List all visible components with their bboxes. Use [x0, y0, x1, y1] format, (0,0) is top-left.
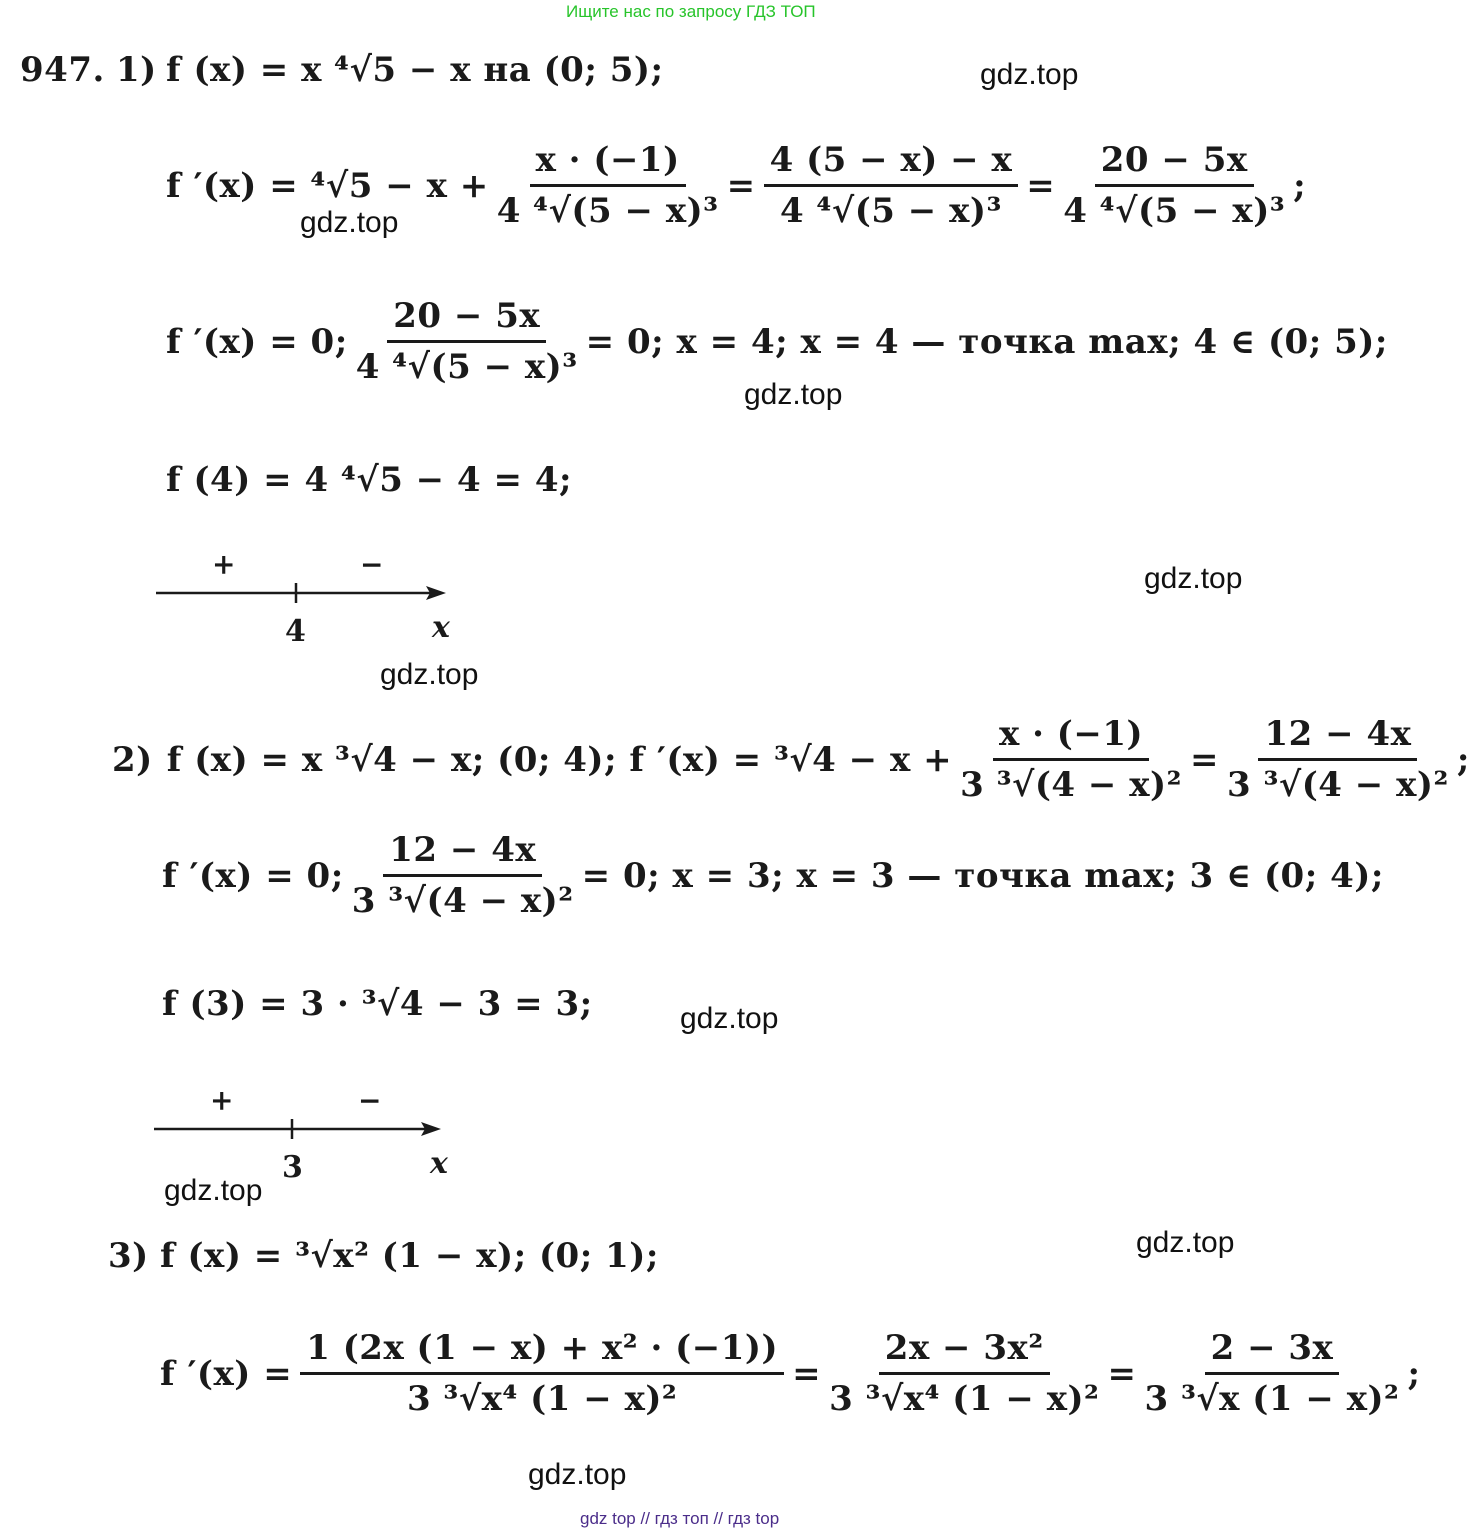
part2-frac2	[1227, 714, 1449, 805]
part3-frac3-den: 3 ³√x (1 − x)²	[1144, 1379, 1400, 1419]
watermark: gdz.top	[380, 658, 479, 691]
part1-number-line	[150, 575, 460, 615]
part3-frac3	[1144, 1328, 1399, 1419]
part1-axis-point: 4	[285, 614, 306, 649]
watermark: gdz.top	[300, 206, 399, 239]
part3-frac2-num: 2x − 3x²	[879, 1328, 1050, 1375]
watermark: gdz.top	[1136, 1226, 1235, 1259]
part1-frac1	[497, 140, 719, 231]
watermark: gdz.top	[744, 378, 843, 411]
part1-frac1-num: x · (−1)	[530, 140, 686, 187]
part1-frac2	[764, 140, 1019, 231]
part1-eq1: =	[726, 165, 756, 206]
part3-statement: f (x) = ³√x² (1 − x); (0; 1);	[160, 1236, 659, 1276]
part2-axis-var: x	[430, 1146, 448, 1181]
part2-axis-point: 3	[282, 1150, 303, 1185]
watermark: gdz.top	[528, 1458, 627, 1491]
part1-zero-frac-den: 4 ⁴√(5 − x)³	[355, 347, 578, 387]
part1-statement: f (x) = x ⁴√5 − x на (0; 5);	[166, 50, 664, 90]
part3-derivative-line	[160, 1328, 1421, 1419]
part2-zero-lhs: f ′(x) = 0;	[162, 855, 344, 896]
part3-eq1: =	[792, 1353, 822, 1394]
watermark: gdz.top	[980, 58, 1079, 91]
part1-zero-frac-num: 20 − 5x	[387, 296, 546, 343]
part3-frac1-num: 1 (2x (1 − x) + x² · (−1))	[300, 1328, 784, 1375]
part1-frac3-num: 20 − 5x	[1095, 140, 1254, 187]
part1-frac3	[1063, 140, 1285, 231]
part1-zero-lhs: f ′(x) = 0;	[166, 321, 348, 362]
part2-frac2-num: 12 − 4x	[1258, 714, 1417, 761]
part1-eq2: =	[1026, 165, 1056, 206]
problem-number: 947.	[20, 50, 105, 90]
part1-frac2-num: 4 (5 − x) − x	[764, 140, 1019, 187]
part2-frac1-den: 3 ³√(4 − x)²	[960, 765, 1182, 805]
part1-zero-line	[166, 296, 1388, 387]
part1-axis-minus: −	[360, 548, 384, 581]
watermark: gdz.top	[1144, 562, 1243, 595]
part1-frac2-den: 4 ⁴√(5 − x)³	[779, 191, 1002, 231]
part3-frac1	[300, 1328, 784, 1419]
part2-frac1	[960, 714, 1182, 805]
header-search-link[interactable]: Ищите нас по запросу ГДЗ ТОП	[566, 2, 816, 21]
part3-frac2	[829, 1328, 1099, 1419]
part2-axis-plus: +	[210, 1084, 234, 1117]
watermark: gdz.top	[680, 1002, 779, 1035]
part3-frac2-den: 3 ³√x⁴ (1 − x)²	[829, 1379, 1100, 1419]
part1-frac1-den: 4 ⁴√(5 − x)³	[496, 191, 719, 231]
part2-frac1-num: x · (−1)	[993, 714, 1149, 761]
part3-semicolon: ;	[1407, 1353, 1421, 1394]
part2-axis-minus: −	[358, 1084, 382, 1117]
part2-frac2-den: 3 ³√(4 − x)²	[1226, 765, 1449, 805]
part1-label: 1)	[116, 50, 157, 90]
part2-zero-frac-num: 12 − 4x	[383, 830, 542, 877]
part1-zero-rhs: = 0; x = 4; x = 4 — точка max; 4 ∈ (0; 5);	[585, 321, 1388, 362]
part2-zero-rhs: = 0; x = 3; x = 3 — точка max; 3 ∈ (0; 4);	[581, 855, 1384, 896]
part2-statement: f (x) = x ³√4 − x; (0; 4); f ′(x) = ³√4 − x +	[166, 739, 953, 780]
part1-frac3-den: 4 ⁴√(5 − x)³	[1063, 191, 1286, 231]
part1-zero-frac	[356, 296, 578, 387]
footer-links[interactable]: gdz top // гдз топ // гдз top	[580, 1509, 780, 1528]
part1-value: f (4) = 4 ⁴√5 − 4 = 4;	[166, 460, 573, 500]
part1-axis-plus: +	[212, 548, 236, 581]
part2-statement-line	[112, 714, 1470, 805]
part3-label: 3)	[108, 1236, 149, 1276]
watermark: gdz.top	[164, 1174, 263, 1207]
part1-semicolon: ;	[1293, 165, 1307, 206]
part2-eq1: =	[1189, 739, 1219, 780]
part2-zero-line	[162, 830, 1384, 921]
part2-label: 2)	[112, 739, 153, 780]
part1-derivative-lhs: f ′(x) = ⁴√5 − x +	[166, 165, 489, 206]
part2-zero-frac	[352, 830, 574, 921]
part2-value: f (3) = 3 · ³√4 − 3 = 3;	[162, 984, 593, 1024]
part2-semicolon: ;	[1456, 739, 1470, 780]
part2-number-line	[148, 1111, 458, 1151]
part3-frac3-num: 2 − 3x	[1205, 1328, 1340, 1375]
part2-zero-frac-den: 3 ³√(4 − x)²	[351, 881, 574, 921]
part1-axis-var: x	[432, 610, 450, 645]
part3-derivative-lhs: f ′(x) =	[160, 1353, 293, 1394]
part3-frac1-den: 3 ³√x⁴ (1 − x)²	[406, 1379, 678, 1419]
part3-eq2: =	[1107, 1353, 1137, 1394]
